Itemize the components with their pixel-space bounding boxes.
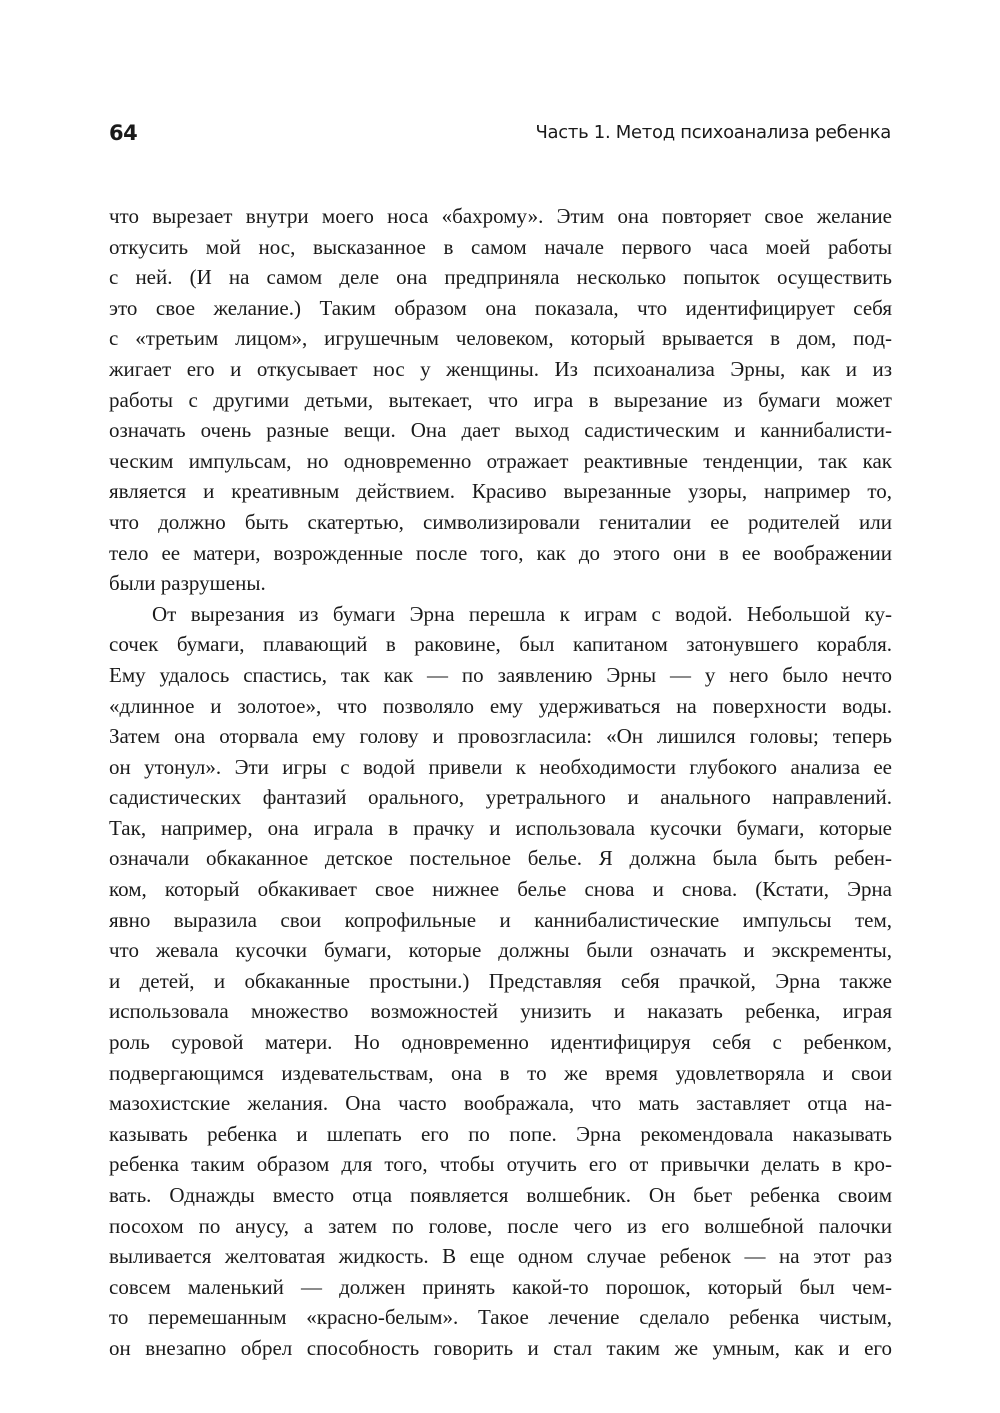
text-line: казывать ребенка и шлепать его по попе. Эрна рекомендовала наказывать bbox=[109, 1121, 892, 1146]
text-line: он утонул». Эти игры с водой привели к необходимости глубокого анализа ее bbox=[109, 754, 892, 779]
text-line: садистических фантазий орального, уретрального и анального направлений. bbox=[109, 785, 892, 810]
text-line: роль суровой матери. Но одновременно идентифицируя себя с ребенком, bbox=[109, 1030, 892, 1055]
text-line: и детей, и обкаканные простыни.) Представляя себя прачкой, Эрна также bbox=[109, 968, 892, 993]
text-line: посохом по анусу, а затем по голове, после чего из его волшебной палочки bbox=[109, 1213, 892, 1238]
chapter-title: Часть 1. Метод психоанализа ребенка bbox=[535, 122, 891, 143]
text-line: что жевала кусочки бумаги, которые должны были означать и экскременты, bbox=[109, 938, 892, 963]
text-line: сочек бумаги, плавающий в раковине, был капитаном затонувшего корабля. bbox=[109, 632, 892, 657]
paragraph-1 bbox=[109, 201, 892, 599]
text-line: использовала множество возможностей унизить и наказать ребенка, играя bbox=[109, 999, 892, 1024]
text-line: работы с другими детьми, вытекает, что игра в вырезание из бумаги может bbox=[109, 387, 892, 412]
text-line: совсем маленький — должен принять какой-то порошок, который был чем- bbox=[109, 1274, 892, 1299]
text-line: мазохистские желания. Она часто воображала, что мать заставляет отца на- bbox=[109, 1091, 892, 1116]
text-line: Так, например, она играла в прачку и использовала кусочки бумаги, которые bbox=[109, 815, 892, 840]
page-number: 64 bbox=[109, 121, 138, 145]
text-line: с «третьим лицом», игрушечным человеком, который врывается в дом, под- bbox=[109, 326, 892, 351]
text-line: означали обкаканное детское постельное белье. Я должна была быть ребен- bbox=[109, 846, 892, 871]
text-line: что должно быть скатертью, символизировали гениталии ее родителей или bbox=[109, 509, 892, 534]
text-line: жигает его и откусывает нос у женщины. Из психоанализа Эрны, как и из bbox=[109, 356, 892, 381]
text-line: ребенка таким образом для того, чтобы отучить его от привычки делать в кро- bbox=[109, 1152, 892, 1177]
text-line: то перемешанным «красно-белым». Такое лечение сделало ребенка чистым, bbox=[109, 1305, 892, 1330]
text-line: были разрушены. bbox=[109, 571, 266, 596]
text-line: означать очень разные вещи. Она дает выход садистическим и каннибалисти- bbox=[109, 418, 892, 443]
text-line: он внезапно обрел способность говорить и стал таким же умным, как и его bbox=[109, 1335, 892, 1360]
text-line: является и креативным действием. Красиво вырезанные узоры, например то, bbox=[109, 479, 892, 504]
text-line: ческим импульсам, но одновременно отражает реактивные тенденции, так как bbox=[109, 448, 892, 473]
text-line: явно выразила свои копрофильные и каннибалистические импульсы тем, bbox=[109, 907, 892, 932]
text-line: ком, который обкакивает свое нижнее белье снова и снова. (Кстати, Эрна bbox=[109, 877, 892, 902]
paragraph-2 bbox=[109, 599, 892, 1364]
running-header bbox=[109, 117, 891, 149]
text-body bbox=[109, 201, 892, 1364]
text-line: Затем она оторвала ему голову и провозгласила: «Он лишился головы; теперь bbox=[109, 724, 892, 749]
text-line: это свое желание.) Таким образом она показала, что идентифицирует себя bbox=[109, 295, 892, 320]
text-line: «длинное и золотое», что позволяло ему удерживаться на поверхности воды. bbox=[109, 693, 892, 718]
text-line: Ему удалось спастись, так как — по заявлению Эрны — у него было нечто bbox=[109, 662, 892, 687]
text-line: От вырезания из бумаги Эрна перешла к играм с водой. Небольшой ку- bbox=[152, 601, 892, 626]
text-line: вать. Однажды вместо отца появляется волшебник. Он бьет ребенка своим bbox=[109, 1183, 892, 1207]
text-line: с ней. (И на самом деле она предприняла несколько попыток осуществить bbox=[109, 265, 892, 290]
text-line: тело ее матери, возрожденные после того, как до этого они в ее воображении bbox=[109, 540, 892, 565]
text-line: выливается желтоватая жидкость. В еще одном случае ребенок — на этот раз bbox=[109, 1244, 892, 1269]
text-line: откусить мой нос, высказанное в самом начале первого часа моей работы bbox=[109, 234, 892, 259]
text-line: что вырезает внутри моего носа «бахрому». Этим она повторяет свое желание bbox=[109, 204, 892, 228]
text-line: подвергающимся издевательствам, она в то же время удовлетворяла и свои bbox=[109, 1060, 892, 1085]
